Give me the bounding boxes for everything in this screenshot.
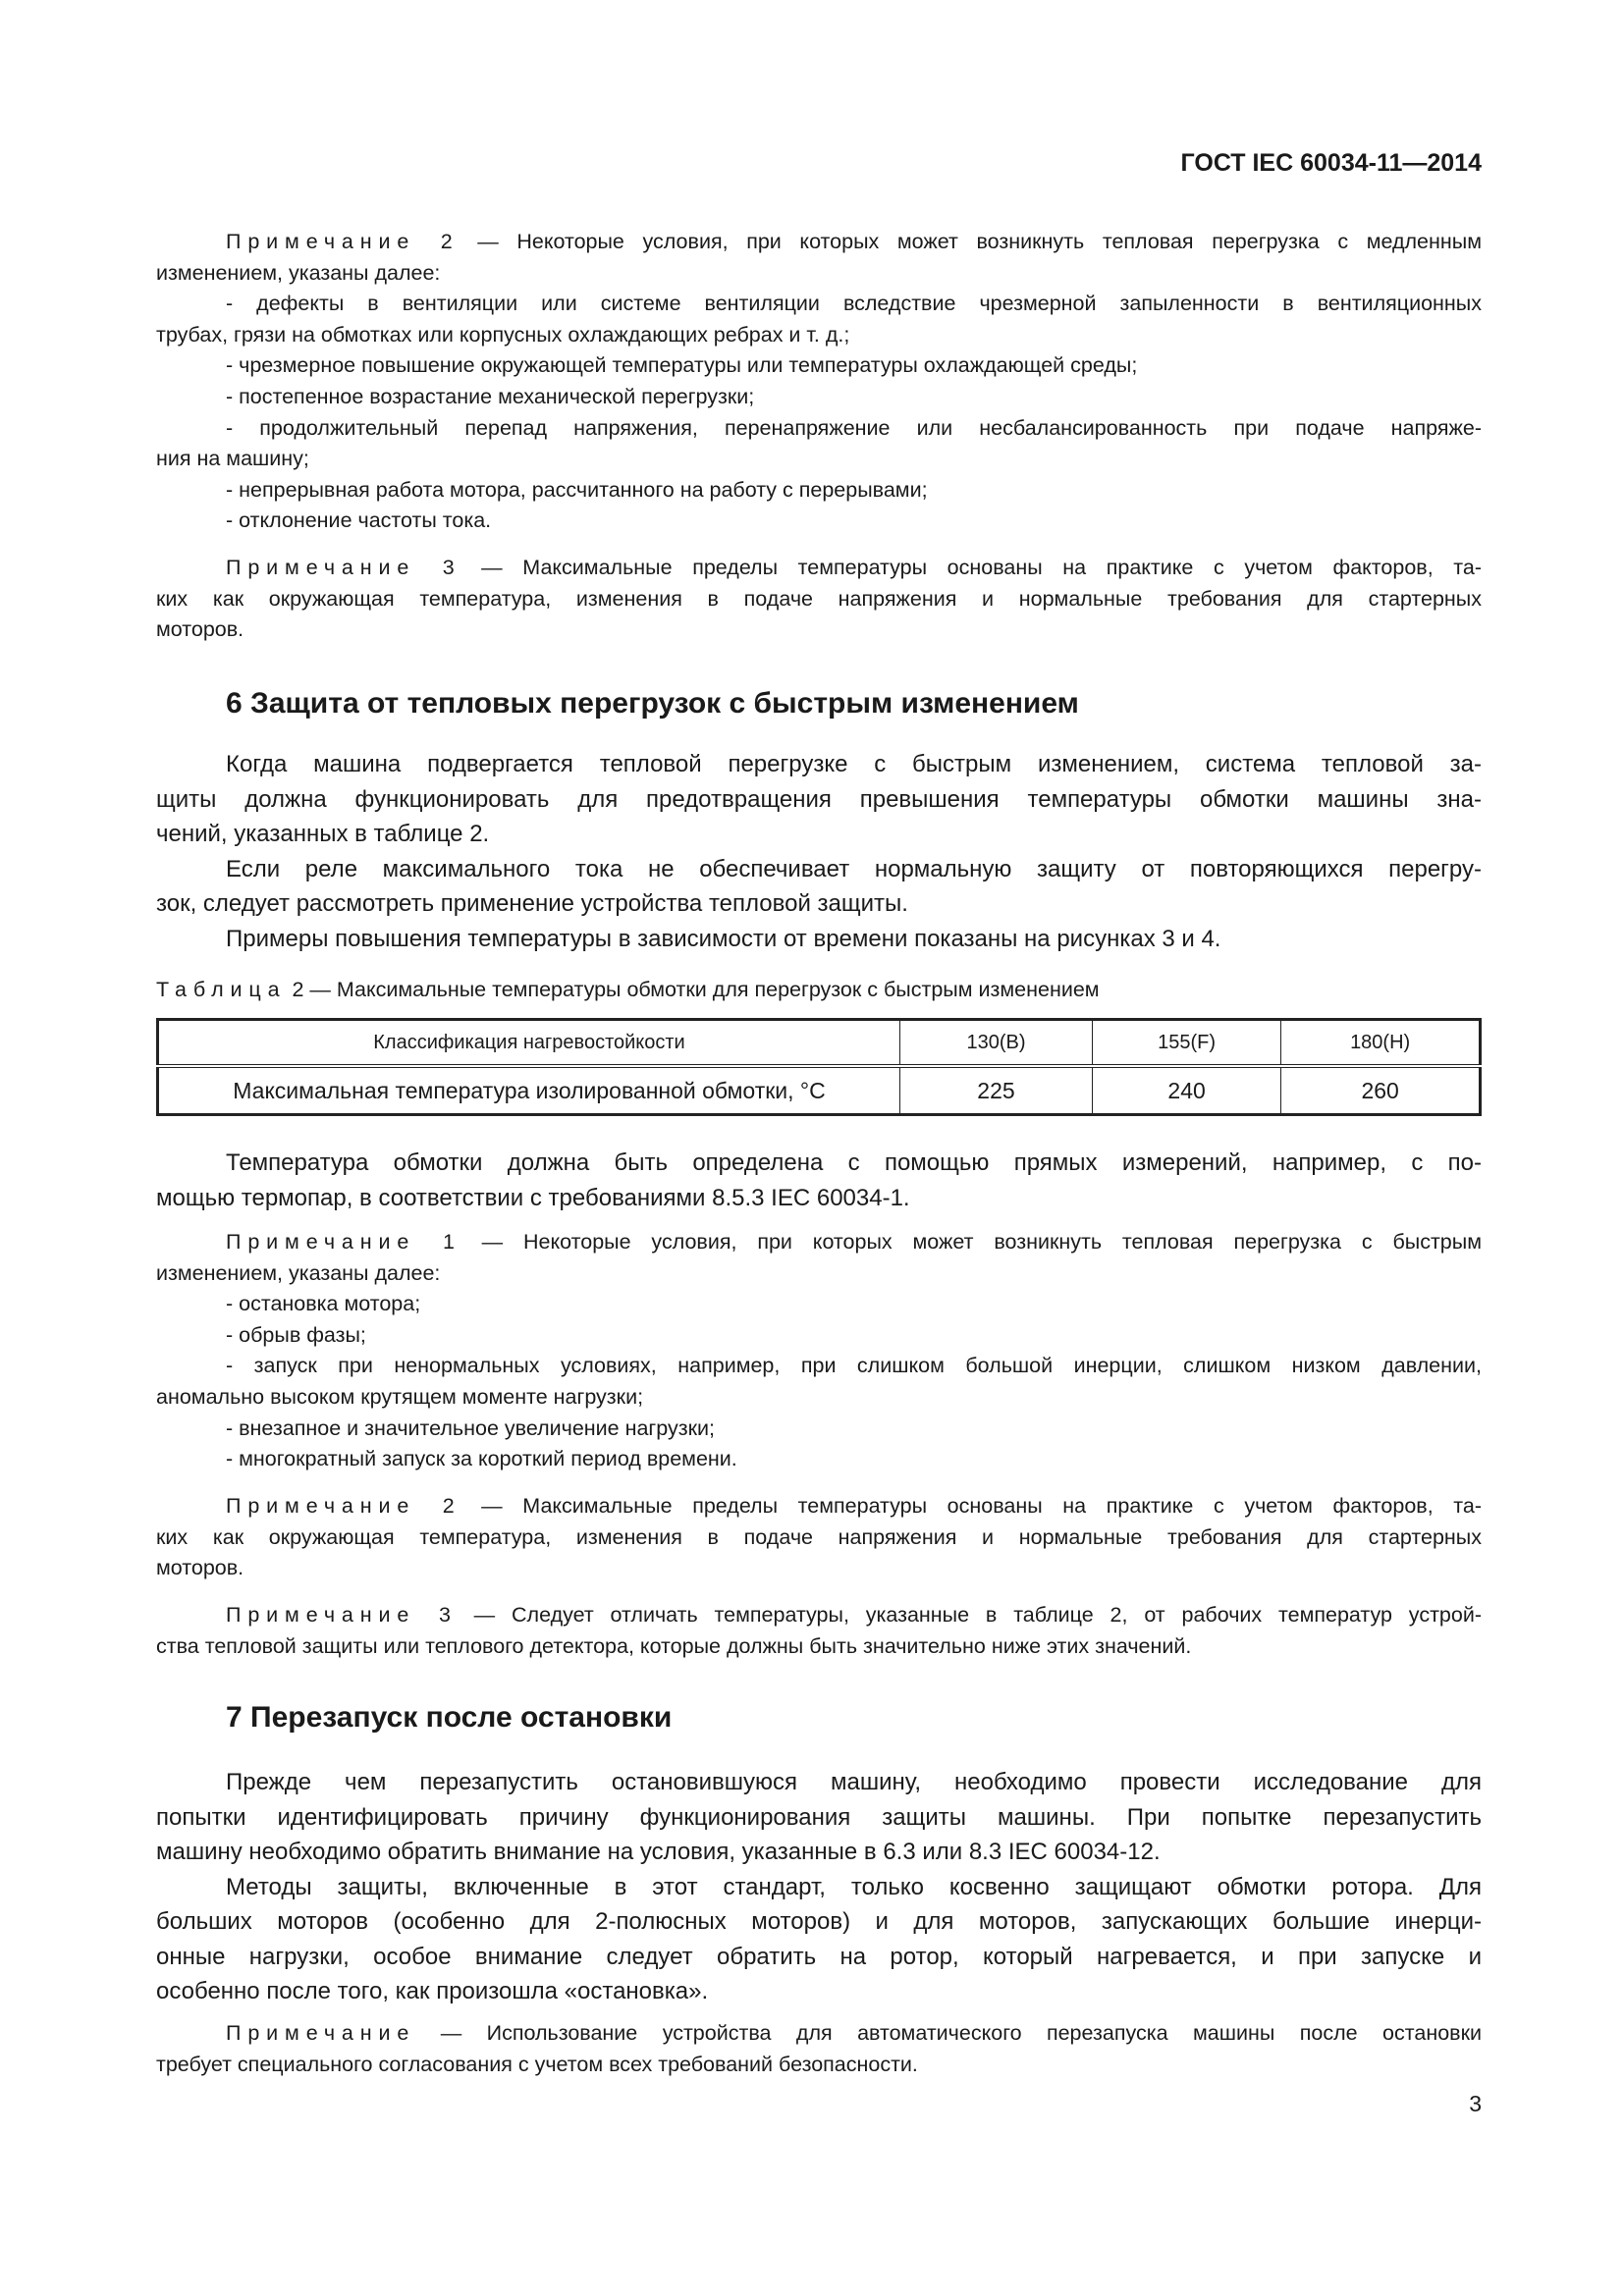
table-header-cell: 180(H) [1281,1020,1481,1067]
note-label: Примечание 2 [226,1494,461,1518]
note-label: Примечание 2 [226,230,460,253]
text-line [156,2018,1482,2050]
text-line: ких как окружающая температура, изменения в подаче напряжения и нормальные требования для стартерных [156,586,1482,611]
text-line [156,1227,1482,1258]
note-block [156,2018,1482,2080]
text-line: требует специального согласования с учетом всех требований безопасности. [156,2052,918,2076]
text-line: - многократный запуск за короткий период времени. [226,1447,737,1471]
text-line: - обрыв фазы; [226,1322,366,1347]
text-line: Методы защиты, включенные в этот стандарт, только косвенно защищают обмотки ротора. Для [226,1873,1482,1900]
paragraph-block [156,747,1482,956]
text-line: - продолжительный перепад напряжения, перенапряжение или несбалансированность при подаче напряже- [226,415,1482,440]
section-heading: 7 Перезапуск после остановки [226,1701,673,1734]
text-line [156,1491,1482,1522]
text-line: Если реле максимального тока не обеспечивает нормальную защиту от повторяющихся перегру- [226,855,1482,882]
note-label: Примечание 1 [226,1230,461,1254]
document-header: ГОСТ IEC 60034-11—2014 [1180,149,1482,177]
text-line: - внезапное и значительное увеличение нагрузки; [226,1415,715,1440]
note-block [156,227,1482,537]
text-line: чений, указанных в таблице 2. [156,821,490,847]
text-line: изменением, указаны далее: [156,1260,441,1285]
text-line: - постепенное возрастание механической перегрузки; [226,384,755,408]
text-line: Прежде чем перезапустить остановившуюся машину, необходимо провести исследование для [226,1769,1482,1795]
note-text: — Максимальные пределы температуры основаны на практике с учетом факторов, та- [460,556,1483,579]
page-number: 3 [1469,2091,1482,2116]
note-label: Примечание [226,2021,416,2045]
text-line: Когда машина подвергается тепловой перегрузке с быстрым изменением, система тепловой за- [226,751,1482,777]
text-line: особенно после того, как произошла «остановка». [156,1978,709,2004]
text-line: - дефекты в вентиляции или системе вентиляции вследствие чрезмерной запыленности в вентиляционных [226,292,1482,316]
table-cell: 240 [1092,1066,1280,1115]
paragraph-block [156,1765,1482,2009]
text-line [156,1600,1482,1631]
note-text: — Максимальные пределы температуры основаны на практике с учетом факторов, та- [460,1494,1483,1518]
text-line: больших моторов (особенно для 2-полюсных моторов) и для моторов, запускающих большие инерци- [156,1908,1482,1935]
text-line: моторов. [156,1556,244,1580]
text-line: щиты должна функционировать для предотвращения превышения температуры обмотки машины зна- [156,785,1482,813]
text-line: изменением, указаны далее: [156,260,441,285]
note-label: Примечание 3 [226,556,461,579]
text-line [156,227,1482,258]
section-heading: 6 Защита от тепловых перегрузок с быстрым изменением [226,687,1079,720]
table-2 [156,1018,1482,1116]
text-line: трубах, грязи на обмотках или корпусных охлаждающих ребрах и т. д.; [156,322,850,347]
table-cell: 260 [1281,1066,1481,1115]
caption-label: Таблица [156,978,287,1001]
text-line: аномально высоком крутящем моменте нагрузки; [156,1384,644,1409]
note-text: — Некоторые условия, при которых может возникнуть тепловая перегрузка с медленным [459,230,1482,253]
table-header-cell: 130(B) [900,1020,1093,1067]
note-block [156,1491,1482,1584]
text-line: мощью термопар, в соответствии с требованиями 8.5.3 IEC 60034-1. [156,1184,910,1211]
text-line: зок, следует рассмотреть применение устройства тепловой защиты. [156,890,908,917]
text-line: - чрезмерное повышение окружающей температуры или температуры охлаждающей среды; [226,353,1138,378]
table-row [158,1066,1481,1115]
text-line: Примеры повышения температуры в зависимости от времени показаны на рисунках 3 и 4. [226,925,1221,952]
table-cell: Максимальная температура изолированной обмотки, °C [158,1066,900,1115]
table-header-cell: Классификация нагревостойкости [158,1020,900,1067]
note-text: — Следует отличать температуры, указанные в таблице 2, от рабочих температур устрой- [457,1603,1482,1627]
text-line: машину необходимо обратить внимание на условия, указанные в 6.3 или 8.3 IEC 60034-12. [156,1839,1161,1865]
table-cell: 225 [900,1066,1093,1115]
note-block [156,1600,1482,1662]
text-line: - остановка мотора; [226,1292,421,1316]
text-line: ких как окружающая температура, изменения в подаче напряжения и нормальные требования для стартерных [156,1524,1482,1549]
text-line [156,553,1482,584]
text-line: - отклонение частоты тока. [226,508,492,533]
note-block [156,1227,1482,1475]
text-line: ния на машину; [156,447,309,471]
table-header-row [158,1020,1481,1067]
text-line: Температура обмотки должна быть определена с помощью прямых измерений, например, с по- [226,1149,1482,1176]
text-line: онные нагрузки, особое внимание следует обратить на ротор, который нагревается, и при запуске и [156,1943,1482,1970]
note-text: — Некоторые условия, при которых может возникнуть тепловая перегрузка с быстрым [460,1230,1483,1254]
paragraph-block [156,1146,1482,1215]
note-block [156,553,1482,646]
table-header-cell: 155(F) [1092,1020,1280,1067]
caption-text: 2 — Максимальные температуры обмотки для перегрузок с быстрым изменением [286,978,1100,1001]
text-line: - непрерывная работа мотора, рассчитанного на работу с перерывами; [226,477,928,502]
text-line: попытки идентифицировать причину функционирования защиты машины. При попытке перезапустить [156,1803,1482,1831]
text-line: - запуск при ненормальных условиях, например, при слишком большой инерции, слишком низком давлении, [226,1354,1482,1378]
text-line: моторов. [156,617,244,642]
note-text: — Использование устройства для автоматического перезапуска машины после остановки [415,2021,1482,2045]
note-label: Примечание 3 [226,1603,458,1627]
text-line: ства тепловой защиты или теплового детектора, которые должны быть значительно ниже этих значений. [156,1633,1192,1658]
table-caption [156,975,1482,1006]
